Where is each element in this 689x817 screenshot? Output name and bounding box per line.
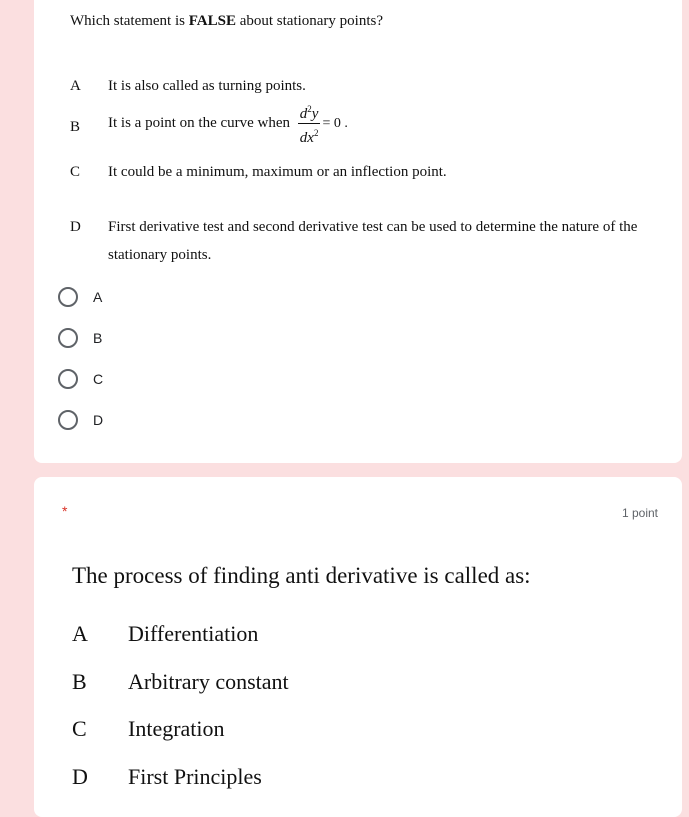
statement-letter: D (70, 219, 81, 235)
question-card-2 (34, 477, 682, 817)
option-text: First Principles (128, 764, 262, 789)
radio-label: D (93, 412, 104, 428)
radio-option-c[interactable] (58, 369, 103, 389)
option-letter: C (72, 716, 87, 741)
radio-option-b[interactable] (58, 328, 102, 348)
math-num: d (299, 106, 308, 122)
question-1-title-pre: Which statement is (70, 13, 189, 29)
statement-text: It could be a minimum, maximum or an inflection point. (108, 164, 447, 180)
second-derivative-fraction (298, 100, 321, 147)
statement-text-with-math (108, 100, 648, 147)
math-den-sup: 2 (313, 128, 319, 138)
option-text: Differentiation (128, 621, 259, 646)
radio-label: A (93, 289, 103, 305)
math-num-var: y (311, 106, 319, 122)
option-text: Arbitrary constant (128, 669, 289, 694)
radio-option-a[interactable] (58, 287, 102, 307)
math-tail: = 0 . (322, 115, 348, 131)
option-text: Integration (128, 716, 225, 741)
radio-label: C (93, 371, 104, 387)
radio-button[interactable] (58, 410, 78, 430)
math-num-sup: 2 (307, 104, 312, 114)
statement-letter: C (70, 164, 81, 180)
radio-label: B (93, 330, 103, 346)
statement-letter: A (70, 78, 81, 94)
statement-text: It is a point on the curve when (108, 114, 291, 131)
option-letter: D (72, 764, 88, 789)
question-1-title-bold: FALSE (188, 13, 236, 29)
question-1-title-post: about stationary points? (235, 13, 384, 29)
radio-option-d[interactable] (58, 410, 103, 430)
statement-text: First derivative test and second derivative test can be used to determine the nature of the stationary points. (108, 219, 638, 263)
option-letter: A (72, 621, 88, 646)
radio-button[interactable] (58, 328, 78, 348)
math-den: dx (299, 130, 314, 146)
option-letter: B (72, 669, 87, 694)
question-2-title: The process of finding anti derivative is called as: (72, 563, 531, 588)
radio-button[interactable] (58, 369, 78, 389)
question-1-title (70, 13, 383, 30)
points-label: 1 point (621, 506, 658, 520)
radio-button[interactable] (58, 287, 78, 307)
statement-text: It is also called as turning points. (108, 78, 306, 94)
required-star: * (62, 503, 68, 519)
statement-letter: B (70, 119, 81, 135)
question-card-1 (34, 0, 682, 463)
